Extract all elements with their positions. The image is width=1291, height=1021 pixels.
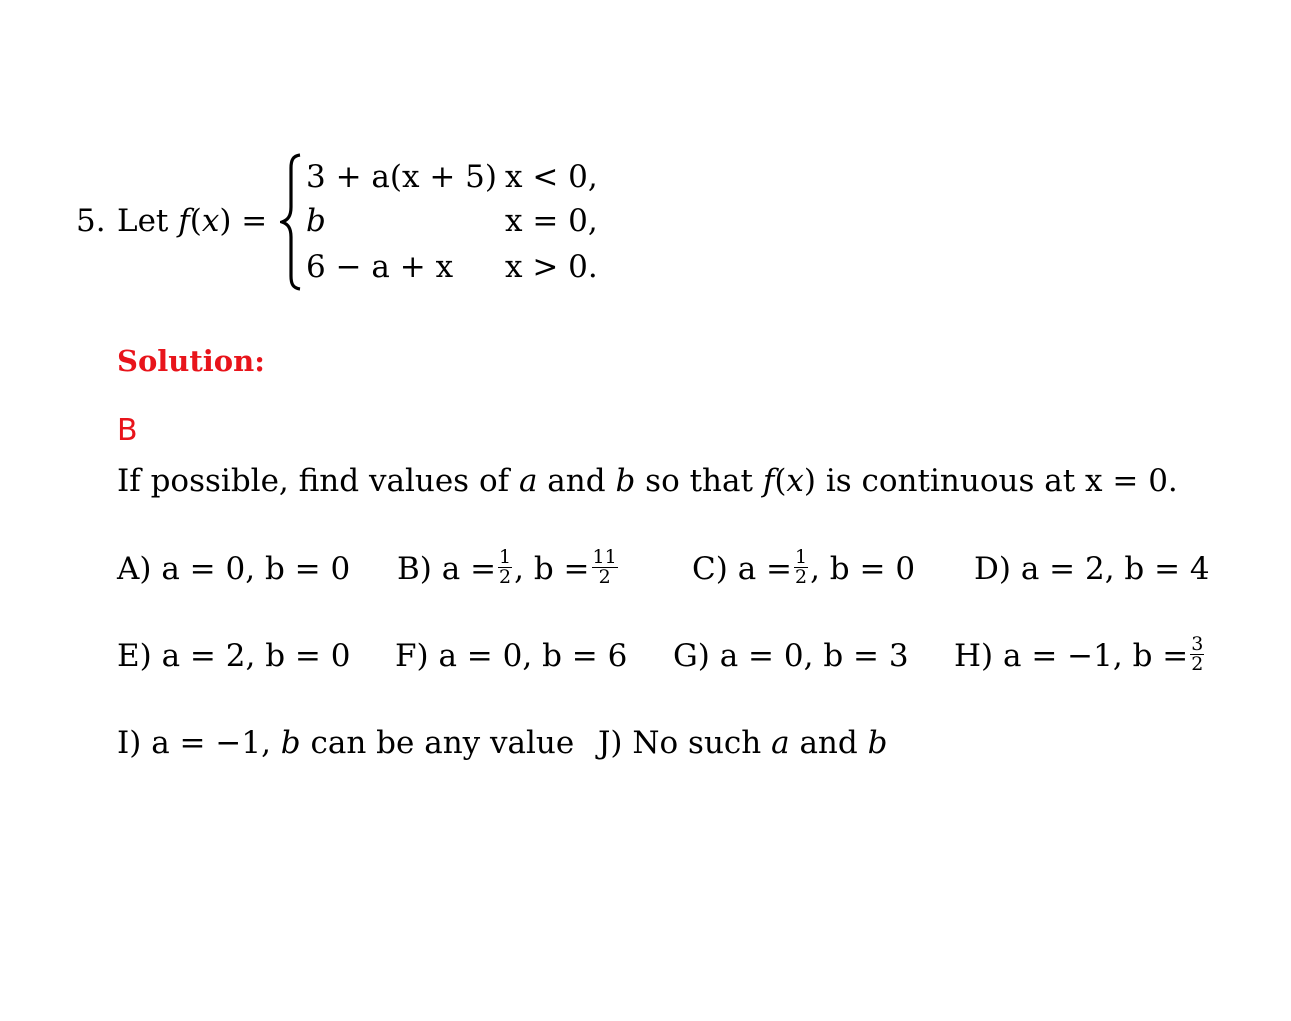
choice-text: , b =	[514, 551, 590, 587]
fraction-numerator: 1	[795, 546, 808, 568]
question-func: f	[762, 463, 775, 499]
choice-d[interactable]	[974, 551, 1210, 587]
case-condition: x = 0,	[505, 203, 598, 239]
choice-label: C)	[692, 551, 728, 587]
case-cond-2	[505, 203, 598, 239]
choice-e[interactable]	[117, 638, 350, 674]
choice-text: No such	[632, 725, 762, 761]
question-var-x: x	[786, 463, 804, 499]
case-condition: x < 0,	[505, 159, 598, 195]
choice-text: a = 0, b = 6	[438, 638, 628, 674]
choice-text: a =	[737, 551, 792, 587]
choice-text: a = −1, b =	[1003, 638, 1189, 674]
choice-label: D)	[974, 551, 1011, 587]
question-part: so that	[645, 463, 753, 499]
choice-text: a = 0, b = 3	[719, 638, 909, 674]
choice-text: a = 2, b = 0	[161, 638, 351, 674]
choice-a[interactable]	[117, 551, 350, 587]
choice-label: G)	[673, 638, 710, 674]
choice-j[interactable]	[598, 725, 887, 761]
choice-text: a = 2, b = 4	[1020, 551, 1210, 587]
choice-label: I)	[117, 725, 142, 761]
choice-var-b: b	[280, 725, 301, 761]
case-condition: x > 0.	[505, 249, 598, 285]
choice-c[interactable]	[692, 546, 916, 590]
function-name: f	[178, 203, 190, 239]
choice-b[interactable]	[397, 546, 620, 590]
problem-number-text: 5.	[76, 203, 106, 239]
function-arg: x	[201, 203, 220, 239]
question-part: is continuous at	[825, 463, 1076, 499]
choice-text: can be any value	[310, 725, 575, 761]
question-part: If possible, find values of	[117, 463, 510, 499]
case-cond-1	[505, 159, 598, 195]
problem-lead: Let f(x) =	[117, 203, 268, 239]
problem-intro: Let	[117, 203, 169, 239]
fraction-numerator: 11	[592, 546, 617, 568]
case-expr: 6 − a + x	[306, 249, 454, 285]
fraction-numerator: 3	[1191, 633, 1204, 655]
choice-label: B)	[397, 551, 432, 587]
question-var-a: a	[518, 463, 538, 499]
choice-var-a: a	[771, 725, 790, 761]
fraction	[1190, 635, 1204, 674]
choice-text: a =	[441, 551, 497, 587]
choice-label: A)	[117, 551, 152, 587]
choice-text: a = 0, b = 0	[161, 551, 351, 587]
choice-text: , b = 0	[810, 551, 916, 587]
choice-g[interactable]	[673, 638, 909, 674]
choice-label: H)	[954, 638, 994, 674]
choice-f[interactable]	[395, 638, 627, 674]
fraction-numerator: 1	[499, 546, 512, 568]
choice-label: F)	[395, 638, 429, 674]
question-var-b: b	[615, 463, 636, 499]
case-row-1	[306, 159, 497, 195]
question-part: x = 0.	[1085, 463, 1178, 499]
answer-letter-text: B	[117, 413, 138, 448]
answer-letter	[117, 414, 138, 448]
choice-label: E)	[117, 638, 152, 674]
choice-text: a = −1,	[151, 725, 271, 761]
case-expr: b	[306, 203, 326, 239]
fraction-denominator: 2	[795, 566, 808, 588]
case-row-3	[306, 249, 453, 285]
fraction	[498, 548, 512, 587]
choice-h[interactable]	[954, 633, 1206, 677]
question-text: If possible, find values of a and b so that f(x) is continuous at x = 0.	[117, 463, 1178, 499]
solution-heading	[117, 344, 265, 378]
question-part: and	[547, 463, 606, 499]
problem-number	[76, 203, 106, 239]
fraction-denominator: 2	[598, 566, 611, 588]
case-cond-3	[505, 249, 598, 285]
choice-i[interactable]	[117, 725, 574, 761]
choice-var-b: b	[867, 725, 888, 761]
fraction	[592, 548, 618, 587]
case-expr: 3 + a(x + 5)	[306, 159, 497, 195]
equals-sign: =	[241, 203, 268, 239]
solution-heading-text: Solution:	[117, 344, 265, 378]
choice-label: J)	[598, 725, 623, 761]
fraction-denominator: 2	[499, 566, 512, 588]
choice-text: and	[799, 725, 858, 761]
case-row-2	[306, 203, 326, 239]
fraction-denominator: 2	[1191, 653, 1204, 675]
fraction	[794, 548, 808, 587]
